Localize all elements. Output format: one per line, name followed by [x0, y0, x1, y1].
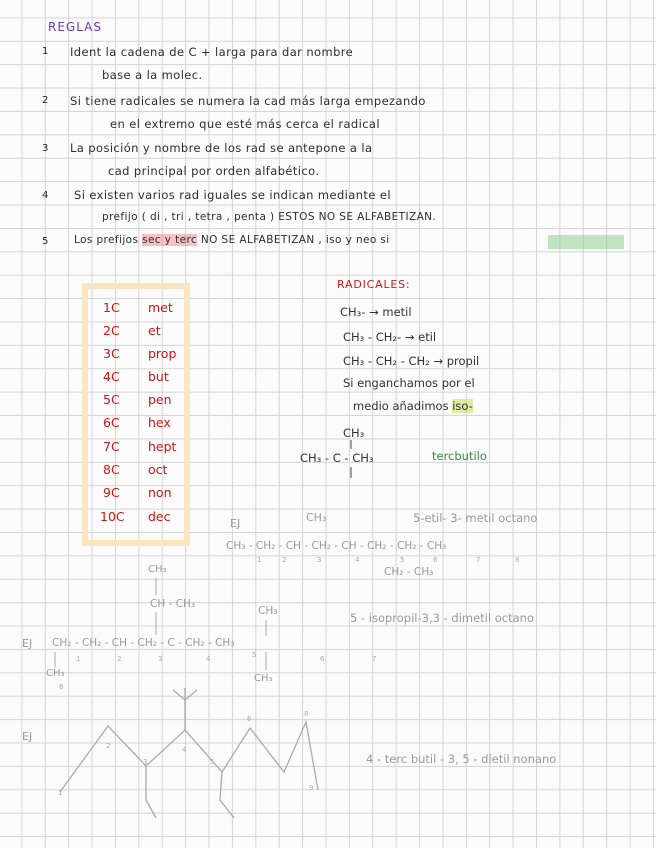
ex3-main-chain — [60, 722, 318, 792]
prefix-n-10: 10C — [100, 509, 125, 524]
example-1-num-2: 2 — [282, 556, 287, 564]
example-2-label: EJ — [22, 637, 33, 650]
example-3-num-9: 9 — [309, 784, 314, 792]
example-3-label: EJ — [22, 730, 33, 743]
ex3-tbutyl-right — [185, 690, 197, 700]
example-1-num-8: 8 — [515, 556, 520, 564]
example-1-label: EJ — [230, 517, 241, 530]
example-1-chain: CH₃ - CH₂ - CH - CH₂ - CH - CH₂ - CH₂ - CH₃ — [226, 540, 447, 552]
example-1-num-6: 6 — [433, 556, 438, 564]
example-2-num-5: 5 — [252, 651, 257, 659]
prefix-name-3: prop — [148, 346, 177, 361]
prefix-name-9: non — [148, 485, 172, 500]
example-1-num-7: 7 — [476, 556, 481, 564]
rule-2-number: 2 — [42, 95, 49, 106]
example-2-chain: CH₂ - CH₂ - CH - CH₂ - C - CH₂ - CH₃ — [52, 637, 235, 649]
rule-5-sec: sec — [142, 234, 161, 246]
rule-4-line-2: prefijo ( di , tri , tetra , penta ) ESTOS NO SE ALFABETIZAN. — [102, 211, 437, 223]
example-2-num-6: 6 — [320, 655, 325, 663]
example-3-num-1: 1 — [58, 789, 63, 797]
prefix-n-4: 4C — [103, 369, 120, 384]
example-2-num-8: 8 — [59, 683, 64, 691]
rule-5-part-d: NO SE ALFABETIZAN , iso y neo si — [197, 234, 390, 246]
terc-butilo-label: tercbutilo — [432, 449, 487, 463]
rule-2-line-2: en el extremo que esté más cerca el radical — [110, 117, 380, 131]
example-3-num-6: 6 — [247, 715, 252, 723]
example-1-num-4: 4 — [355, 556, 360, 564]
rule-2-line-1: Si tiene radicales se numera la cad más larga empezando — [70, 94, 426, 108]
example-3-name: 4 - terc butil - 3, 5 - dietil nonano — [366, 752, 557, 766]
example-1-name: 5-etil- 3- metil octano — [413, 511, 538, 525]
rule-1-number: 1 — [42, 46, 49, 57]
ex3-ethyl-3 — [146, 766, 156, 818]
prefix-name-5: pen — [148, 392, 172, 407]
radical-iso-note-text: medio añadimos — [353, 399, 453, 413]
radicales-title: RADICALES: — [337, 278, 411, 291]
example-2-num-2: 2 — [117, 655, 122, 663]
prefix-name-8: oct — [148, 462, 168, 477]
rule-1-line-2: base a la molec. — [102, 68, 203, 82]
prefix-n-7: 7C — [103, 439, 120, 454]
example-3-num-5: 5 — [210, 758, 215, 766]
example-3-num-4: 4 — [182, 746, 187, 754]
prefix-n-1: 1C — [103, 300, 120, 315]
radical-iso-prefix: iso- — [452, 399, 473, 413]
rule-1-line-1: Ident la cadena de C + larga para dar nombre — [70, 45, 354, 59]
example-3-num-2: 2 — [106, 742, 111, 750]
prefix-name-10: dec — [148, 509, 171, 524]
rule-5-terc: y terc — [160, 234, 198, 246]
rules-title: REGLAS — [48, 20, 103, 34]
rule-5-part-a: Los prefijos — [74, 234, 143, 246]
radical-iso-note-1: Si enganchamos por el — [343, 376, 475, 390]
example-2-num-4: 4 — [206, 655, 211, 663]
example-2-top-left-ch3: CH₃ — [148, 564, 167, 575]
radical-etil: CH₃ - CH₂- → etil — [343, 330, 437, 344]
rule-3-line-1: La posición y nombre de los rad se antepone a la — [70, 141, 373, 155]
prefix-n-3: 3C — [103, 346, 120, 361]
example-2-isopropyl: CH - CH₃ — [150, 598, 196, 610]
example-1-num-5: 5 — [400, 556, 405, 564]
example-2-bottom-left-ch3: CH₃ — [46, 668, 65, 679]
ex3-tbutyl-left — [173, 690, 185, 700]
rule-4-number: 4 — [42, 190, 49, 201]
rule-4-line-1: Si existen varios rad iguales se indican mediante el — [74, 188, 391, 202]
example-1-num-1: 1 — [257, 556, 262, 564]
prefix-n-5: 5C — [103, 392, 120, 407]
prefix-name-1: met — [148, 300, 173, 315]
prefix-n-2: 2C — [103, 323, 120, 338]
prefix-name-4: but — [148, 369, 169, 384]
radical-metil: CH₃- → metil — [340, 305, 412, 319]
example-2-bottom-right-ch3: CH₃ — [254, 673, 273, 684]
example-1-top-ch3: CH₃ — [306, 511, 327, 524]
example-1-ethyl-branch: CH₂ - CH₃ — [384, 566, 434, 578]
terc-top-ch3: CH₃ — [343, 426, 365, 440]
radical-propil: CH₃ - CH₂ - CH₂ → propil — [343, 354, 480, 368]
prefix-name-2: et — [148, 323, 161, 338]
rule-5-number: 5 — [42, 236, 49, 247]
example-3-num-8: 8 — [304, 710, 309, 718]
terc-formula: CH₃ - C - CH₃ — [300, 451, 374, 465]
example-2-top-right-ch3: CH₃ — [258, 605, 278, 617]
example-2-num-7: 7 — [372, 655, 377, 663]
example-2-num-3: 3 — [158, 655, 163, 663]
prefix-n-8: 8C — [103, 462, 120, 477]
prefix-name-6: hex — [148, 415, 171, 430]
example-2-name: 5 - isopropil-3,3 - dimetil octano — [350, 611, 534, 625]
rule-3-number: 3 — [42, 143, 49, 154]
example-2-num-1: 1 — [76, 655, 81, 663]
example-1-num-3: 3 — [317, 556, 322, 564]
prefix-name-7: hept — [148, 439, 177, 454]
prefix-n-9: 9C — [103, 485, 120, 500]
prefix-n-6: 6C — [103, 415, 120, 430]
rule-3-line-2: cad principal por orden alfabético. — [108, 164, 320, 178]
example-3-num-3: 3 — [143, 758, 148, 766]
ex3-ethyl-5 — [220, 772, 234, 818]
